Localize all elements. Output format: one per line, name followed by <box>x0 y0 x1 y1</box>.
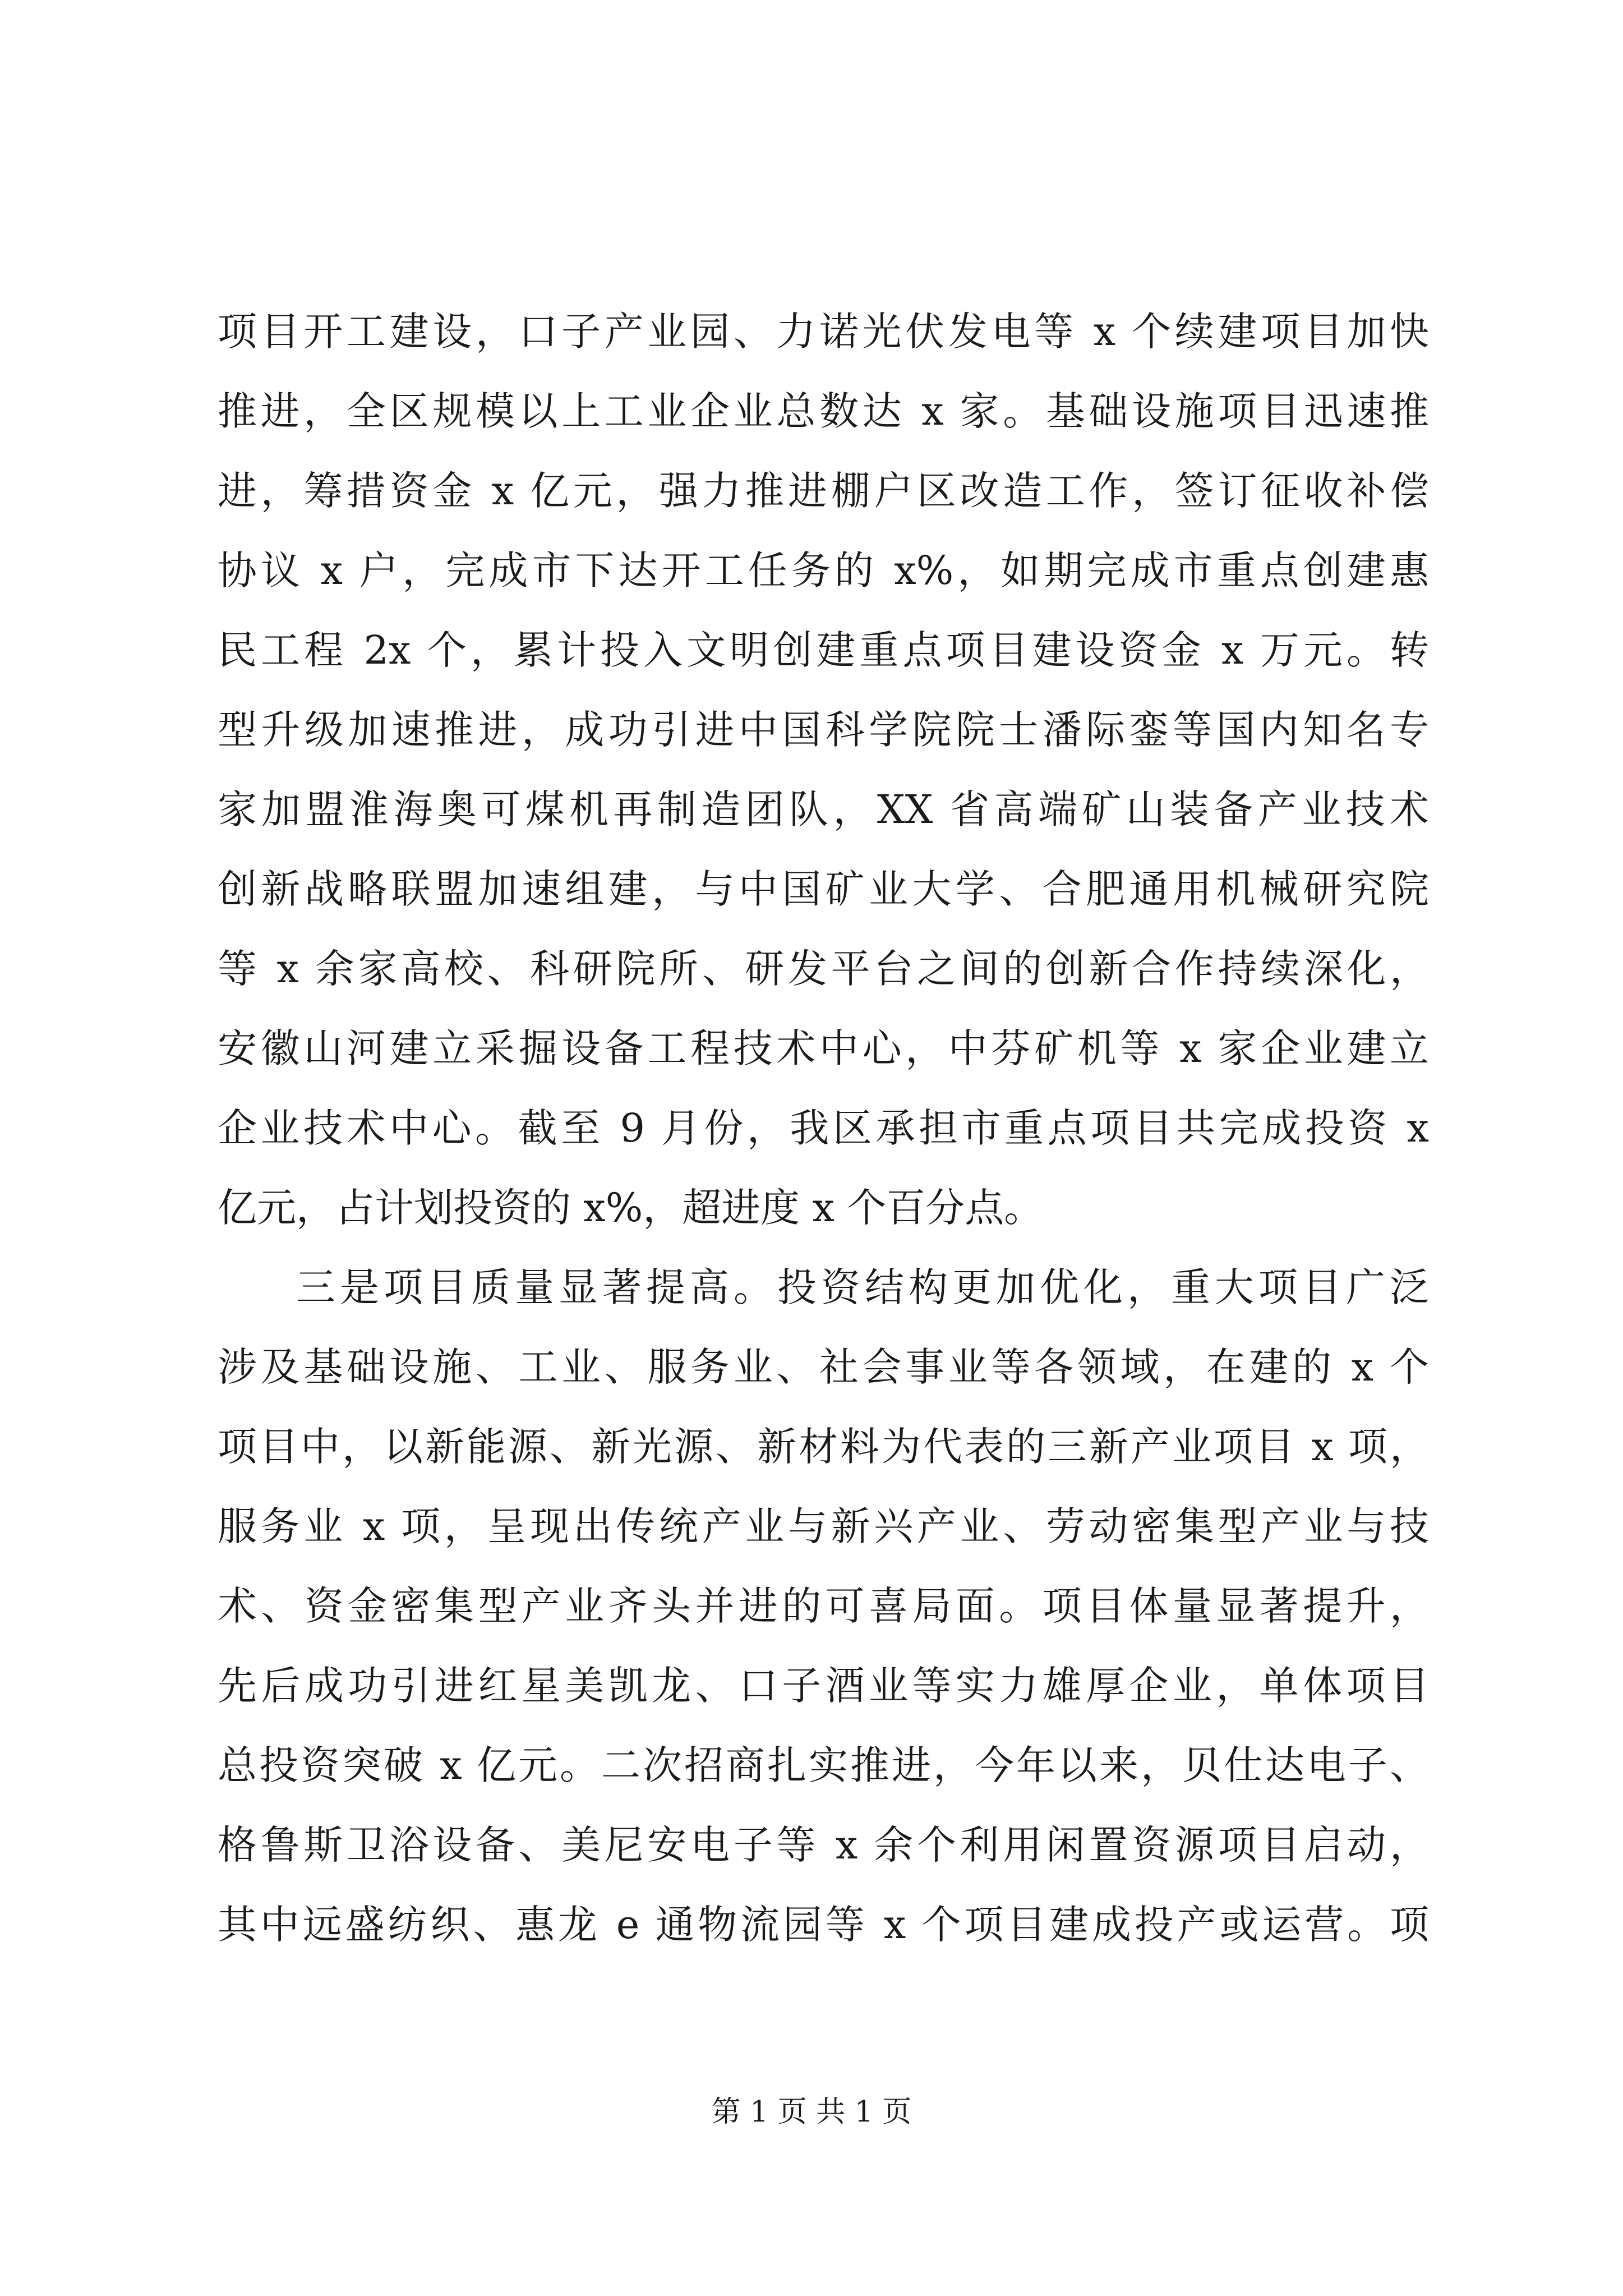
text-line: 术、资金密集型产业齐头并进的可喜局面。项目体量显著提升， <box>218 1583 1429 1629</box>
paragraph <box>218 1248 1429 1964</box>
text-line: 进，筹措资金 x 亿元，强力推进棚户区改造工作，签订征收补偿 <box>218 468 1429 514</box>
text-line: 服务业 x 项，呈现出传统产业与新兴产业、劳动密集型产业与技 <box>218 1503 1429 1549</box>
text-line: 涉及基础设施、工业、服务业、社会事业等各领域，在建的 x 个 <box>218 1344 1429 1390</box>
text-line: 格鲁斯卫浴设备、美尼安电子等 x 余个利用闲置资源项目启动， <box>218 1822 1429 1868</box>
body-text <box>218 292 1429 1964</box>
text-line: 总投资突破 x 亿元。二次招商扎实推进，今年以来，贝仕达电子、 <box>218 1742 1429 1788</box>
text-line: 项目中，以新能源、新光源、新材料为代表的三新产业项目 x 项， <box>218 1424 1429 1470</box>
text-line: 三是项目质量显著提高。投资结构更加优化，重大项目广泛 <box>296 1264 1429 1310</box>
text-line: 安徽山河建立采掘设备工程技术中心，中芬矿机等 x 家企业建立 <box>218 1025 1429 1071</box>
paragraph <box>218 292 1429 1248</box>
text-line: 型升级加速推进，成功引进中国科学院院士潘际銮等国内知名专 <box>218 707 1429 753</box>
text-line: 推进，全区规模以上工业企业总数达 x 家。基础设施项目迅速推 <box>218 388 1429 434</box>
text-line: 企业技术中心。截至 9 月份，我区承担市重点项目共完成投资 x <box>218 1105 1429 1151</box>
text-line: 家加盟淮海奥可煤机再制造团队，XX 省高端矿山装备产业技术 <box>218 786 1429 832</box>
text-line: 亿元，占计划投资的 x%，超进度 x 个百分点。 <box>218 1185 1044 1231</box>
text-line: 其中远盛纺织、惠龙 e 通物流园等 x 个项目建成投产或运营。项 <box>218 1902 1429 1948</box>
page-footer: 第 1 页 共 1 页 <box>711 2095 912 2129</box>
text-line: 协议 x 户，完成市下达开工任务的 x%，如期完成市重点创建惠 <box>218 547 1429 593</box>
text-line: 民工程 2x 个，累计投入文明创建重点项目建设资金 x 万元。转 <box>218 627 1429 673</box>
text-line: 等 x 余家高校、科研院所、研发平台之间的创新合作持续深化， <box>218 946 1429 992</box>
text-line: 项目开工建设，口子产业园、力诺光伏发电等 x 个续建项目加快 <box>218 309 1429 355</box>
text-line: 创新战略联盟加速组建，与中国矿业大学、合肥通用机械研究院 <box>218 866 1429 912</box>
text-line: 先后成功引进红星美凯龙、口子酒业等实力雄厚企业，单体项目 <box>218 1663 1429 1709</box>
